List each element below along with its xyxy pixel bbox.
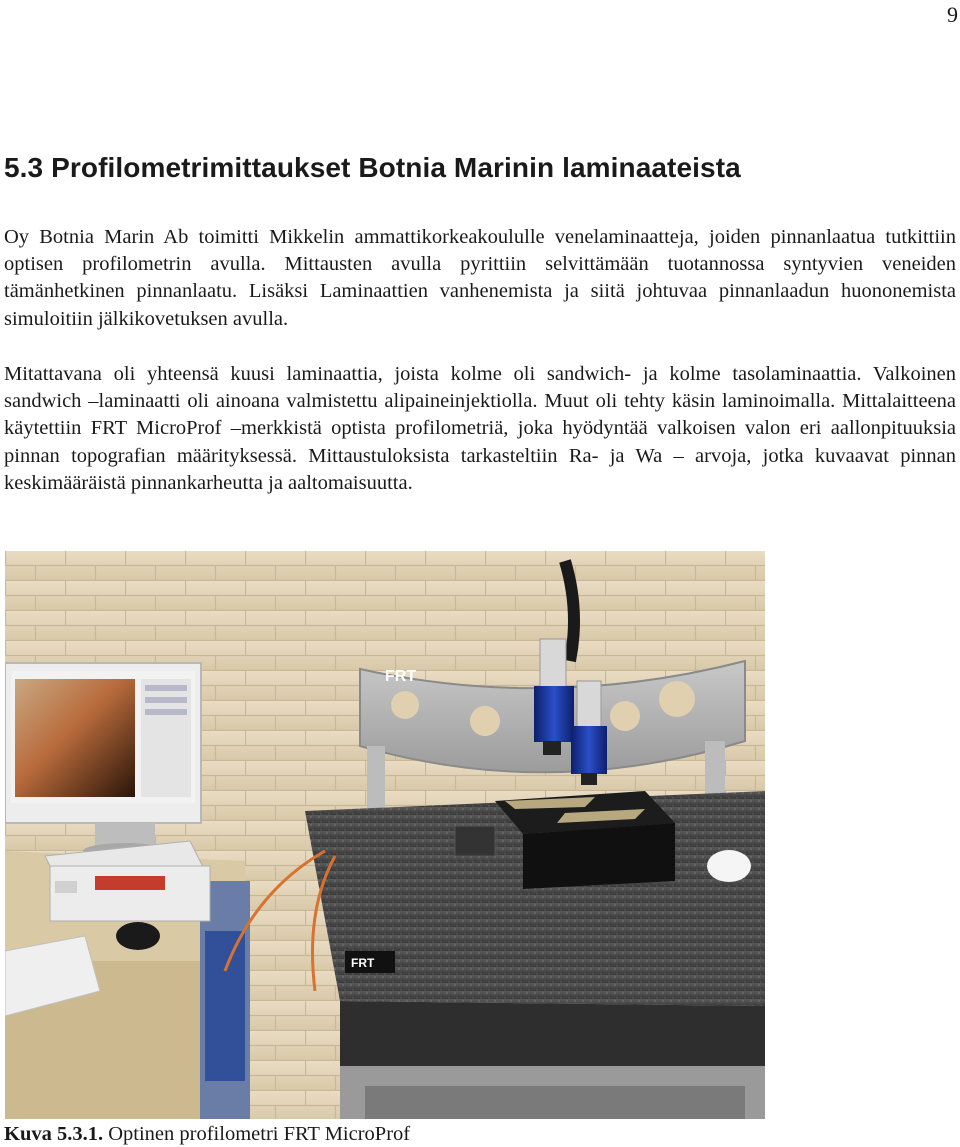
paragraph-intro: Oy Botnia Marin Ab toimitti Mikkelin ammattikorkeakoululle venelaminaatteja, joiden pinnanlaatua tutkittiin optisen profilometrin avulla. Mittausten avulla pyrittiin selvittämään tuotannossa syntyvien veneiden tämänhetkinen pinnanlaatu. Lisäksi Laminaattien vanhenemista ja siitä johtuvaa pinnanlaadun huononemista simuloitiin jälkikovetuksen avulla. [4, 226, 956, 330]
profilometer-photo-drawing [5, 551, 765, 1119]
controller-box [45, 841, 210, 921]
figure-caption-label: Kuva 5.3.1. [4, 1123, 104, 1145]
tissue [707, 850, 751, 882]
mouse [116, 922, 160, 950]
figure-caption-text: Optinen profilometri FRT MicroProf [103, 1123, 411, 1145]
frame-logo: FRT [385, 668, 417, 685]
section-heading: 5.3 Profilometrimittaukset Botnia Marinin laminaateista [4, 152, 741, 183]
figure-caption [4, 1121, 410, 1147]
table-logo: FRT [351, 956, 375, 970]
page-number: 9 [947, 2, 958, 27]
paragraph-method: Mitattavana oli yhteensä kuusi laminaattia, joista kolme oli sandwich- ja kolme tasolaminaattia. Valkoinen sandwich –laminaatti oli ainoana valmistettu alipaineinjektiolla. Muut oli tehty käsin laminoimalla. Mittalaitteena käytettiin FRT MicroProf –merkkistä optista profilometriä, joka hyödyntää valkoisen valon eri aallonpituuksia pinnan topografian määrityksessä. Mittaustuloksista tarkasteltiin Ra- ja Wa – arvoja, jotka kuvaavat pinnan keskimääräistä pinnankarheutta ja aaltomaisuutta. [4, 363, 956, 494]
profilometer-photo [5, 551, 765, 1119]
